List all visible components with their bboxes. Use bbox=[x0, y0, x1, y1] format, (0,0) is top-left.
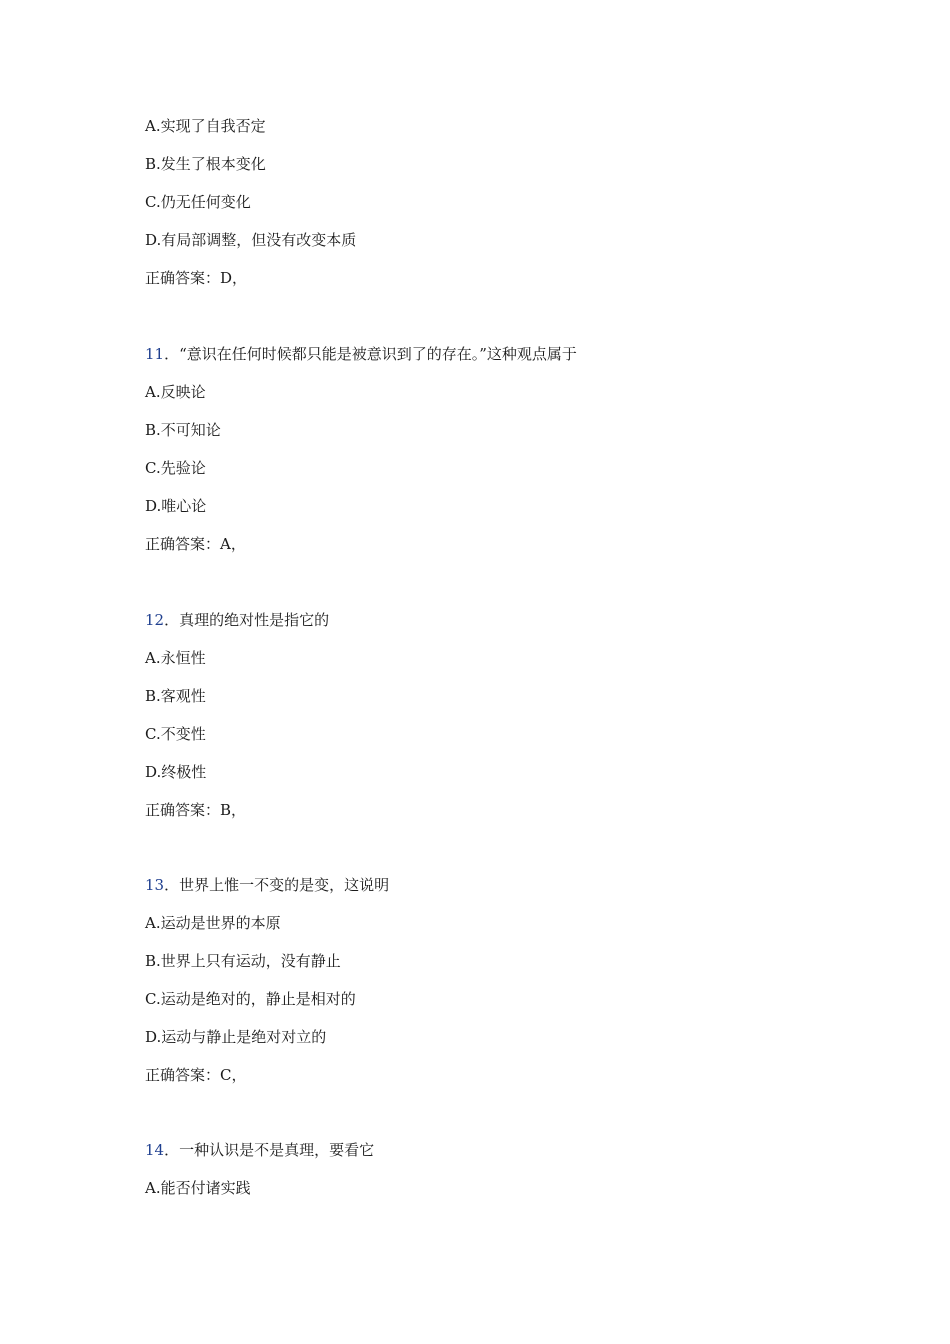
q11-option-d: D.唯心论 bbox=[145, 497, 207, 515]
q11-option-a: A.反映论 bbox=[145, 383, 206, 401]
q11-answer: 正确答案：A， bbox=[145, 535, 246, 553]
q11-text: ．“意识在任何时候都只能是被意识到了的存在。”这种观点属于 bbox=[164, 345, 577, 363]
q10-option-d: D.有局部调整，但没有改变本质 bbox=[145, 231, 357, 249]
q13-option-b: B.世界上只有运动，没有静止 bbox=[145, 952, 341, 970]
q13-option-c: C.运动是绝对的，静止是相对的 bbox=[145, 990, 356, 1008]
q12-option-a: A.永恒性 bbox=[145, 649, 206, 667]
q12-option-b: B.客观性 bbox=[145, 687, 206, 705]
q13-text: ．世界上惟一不变的是变，这说明 bbox=[164, 876, 390, 894]
q11-number: 11 bbox=[145, 345, 165, 363]
q12-answer: 正确答案：B， bbox=[145, 801, 247, 819]
q12-option-c: C.不变性 bbox=[145, 725, 206, 743]
q13-option-a: A.运动是世界的本原 bbox=[145, 914, 281, 932]
q14-option-a: A.能否付诸实践 bbox=[145, 1179, 251, 1197]
q12-text: ．真理的绝对性是指它的 bbox=[164, 611, 330, 629]
q14-text: ．一种认识是不是真理，要看它 bbox=[164, 1141, 375, 1159]
q14-number: 14 bbox=[145, 1141, 165, 1159]
q10-option-c: C.仍无任何变化 bbox=[145, 193, 251, 211]
q13-question bbox=[145, 875, 389, 895]
q13-answer: 正确答案：C， bbox=[145, 1066, 247, 1084]
q13-option-d: D.运动与静止是绝对对立的 bbox=[145, 1028, 327, 1046]
q13-number: 13 bbox=[145, 876, 165, 894]
q11-option-b: B.不可知论 bbox=[145, 421, 221, 439]
q10-answer: 正确答案：D， bbox=[145, 269, 248, 287]
q12-option-d: D.终极性 bbox=[145, 763, 207, 781]
q10-option-b: B.发生了根本变化 bbox=[145, 155, 266, 173]
q11-option-c: C.先验论 bbox=[145, 459, 206, 477]
q14-question bbox=[145, 1140, 374, 1160]
q12-question bbox=[145, 610, 329, 630]
q10-option-a: A.实现了自我否定 bbox=[145, 117, 266, 135]
q11-question bbox=[145, 344, 577, 364]
q12-number: 12 bbox=[145, 611, 165, 629]
